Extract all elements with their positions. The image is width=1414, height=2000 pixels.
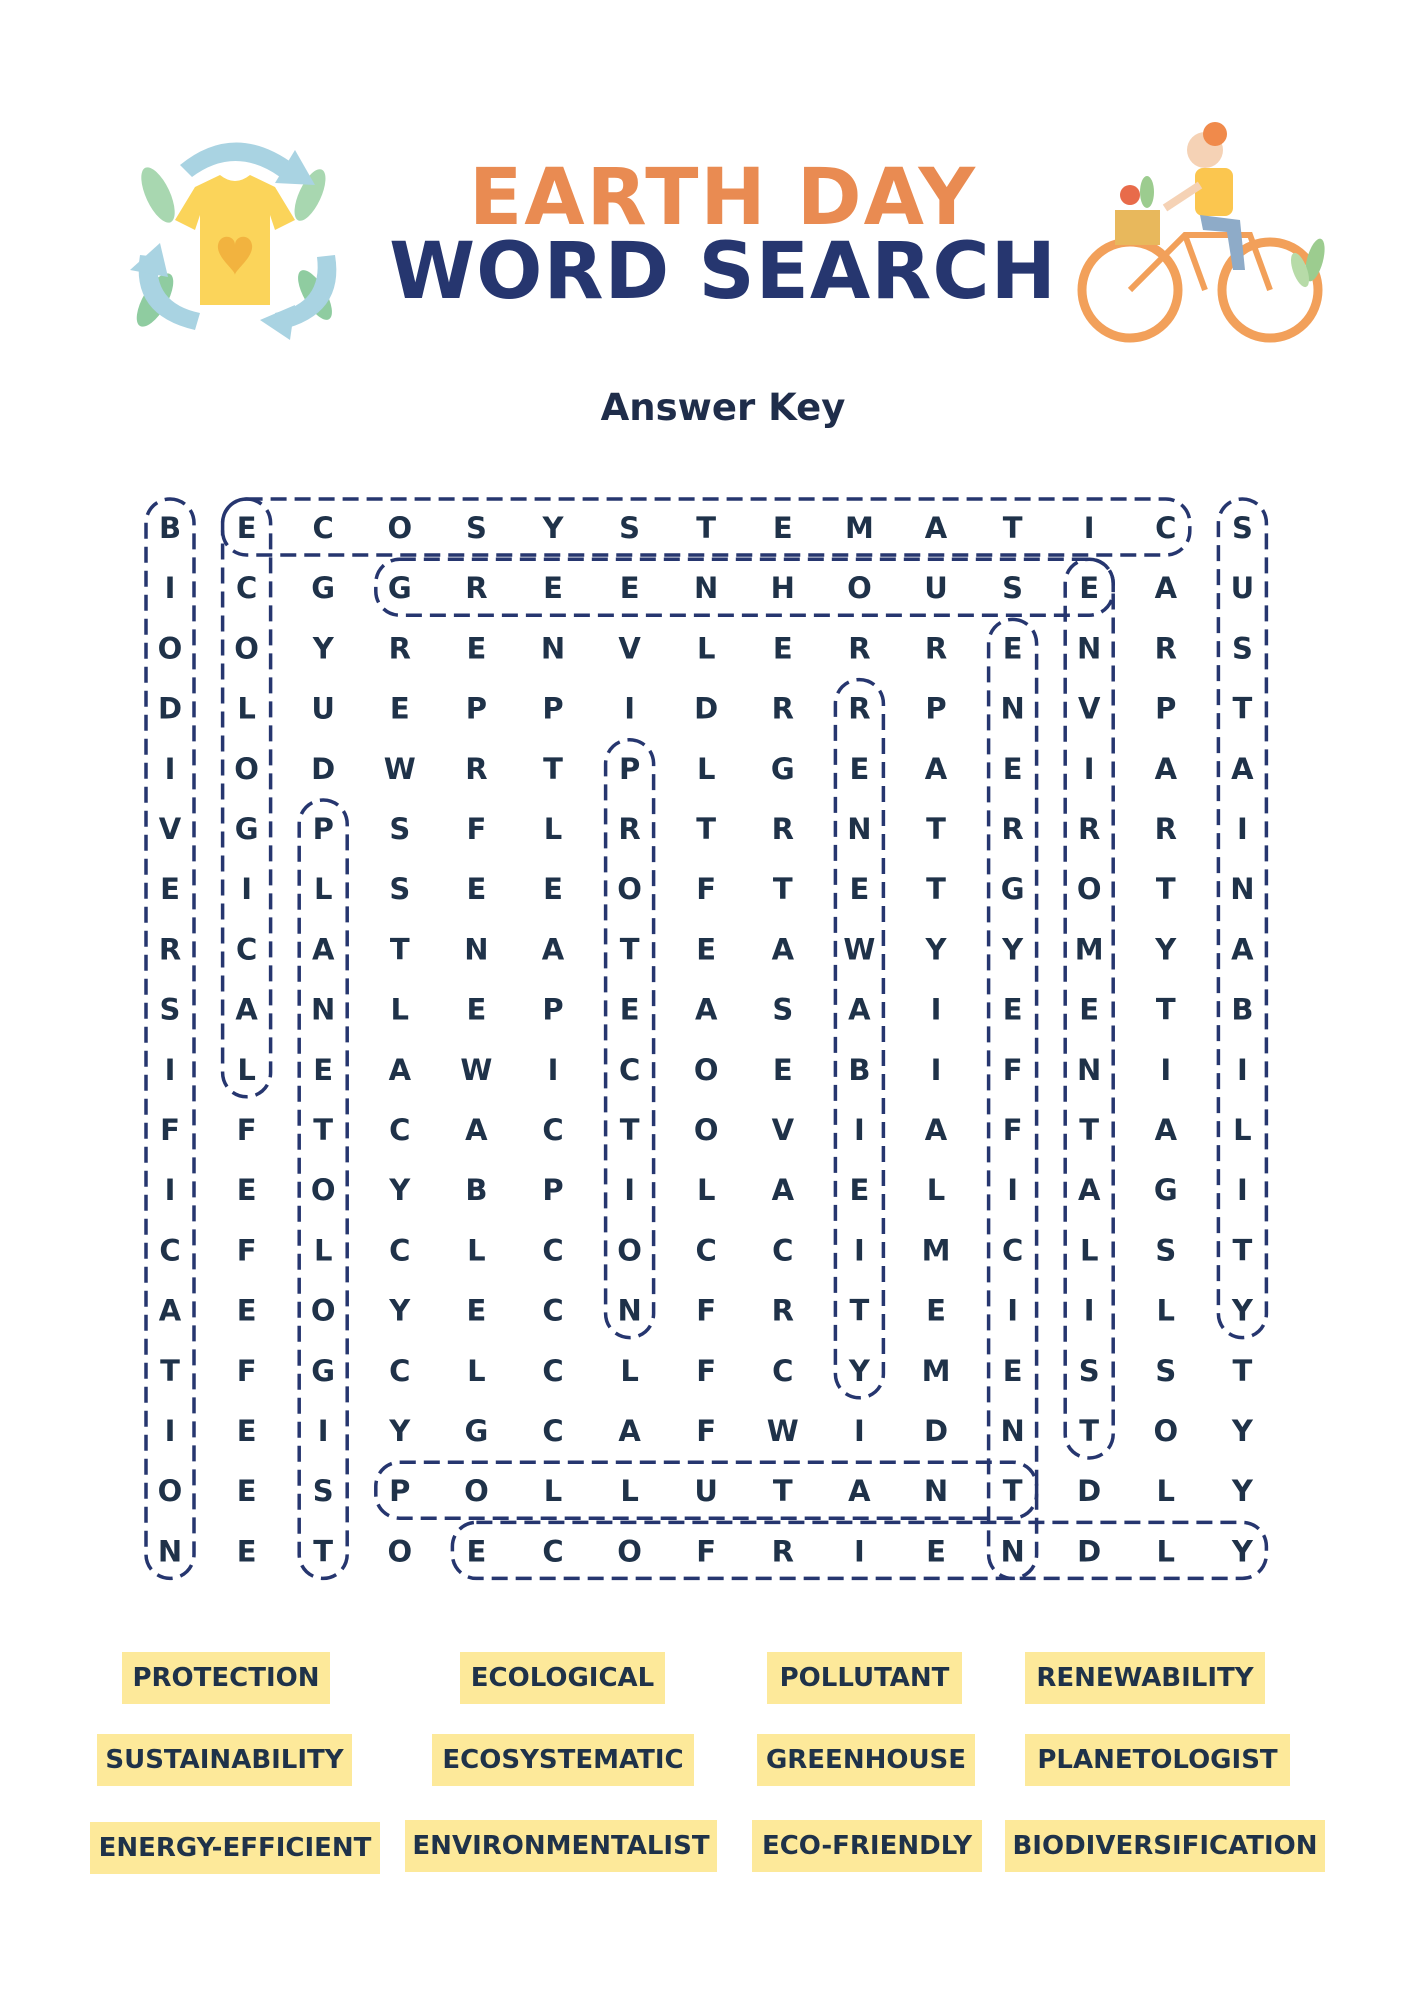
grid-letter: B (465, 1173, 488, 1208)
grid-letter: N (464, 932, 489, 967)
grid-letter: P (618, 751, 641, 786)
grid-letter: F (696, 872, 717, 907)
grid-letter: A (848, 1474, 871, 1509)
grid-letter: L (1233, 1113, 1252, 1147)
grid-letter: I (1083, 511, 1095, 545)
grid-letter: W (843, 932, 876, 967)
grid-letter: I (854, 1233, 865, 1268)
grid-letter: R (924, 631, 948, 666)
answer-key-subtitle: Answer Key (600, 386, 846, 429)
grid-letter: B (1231, 992, 1254, 1027)
grid-letter: L (313, 872, 333, 907)
grid-letter: A (465, 1113, 488, 1147)
grid-letter: D (694, 691, 719, 726)
grid-letter: H (770, 571, 795, 606)
grid-letter: P (542, 1173, 564, 1208)
grid-letter: E (160, 872, 180, 907)
grid-letter: E (1002, 751, 1023, 786)
grid-letter: I (1160, 1052, 1172, 1087)
grid-letter: U (1230, 571, 1255, 606)
grid-letter: I (1237, 812, 1248, 846)
grid-letter: I (930, 1052, 942, 1087)
grid-letter: M (1074, 932, 1104, 967)
grid-letter: A (848, 992, 871, 1027)
grid-letter: R (771, 1534, 794, 1569)
grid-letter: S (1231, 511, 1253, 545)
word-list-item: ECOLOGICAL (460, 1652, 665, 1704)
grid-letter: F (236, 1353, 257, 1388)
grid-letter: V (1077, 691, 1101, 726)
grid-letter: E (926, 1293, 946, 1328)
grid-letter: T (1155, 992, 1176, 1027)
grid-letter: P (465, 691, 488, 726)
grid-letter: A (1154, 571, 1178, 606)
grid-letter: S (1231, 631, 1253, 666)
grid-letter: R (1154, 631, 1177, 666)
grid-letter: C (772, 1233, 794, 1268)
grid-letter: O (464, 1474, 489, 1509)
grid-letter: Y (925, 932, 947, 967)
grid-letter: L (467, 1353, 486, 1388)
grid-letter: L (237, 1052, 256, 1087)
grid-letter: T (1079, 1414, 1100, 1448)
grid-letter: I (317, 1414, 329, 1448)
grid-letter: R (848, 631, 871, 666)
grid-letter: T (849, 1293, 870, 1328)
word-list-item: ECOSYSTEMATIC (432, 1734, 694, 1786)
grid-letter: C (542, 1534, 564, 1569)
grid-letter: I (1007, 1293, 1018, 1328)
grid-letter: V (158, 812, 182, 846)
grid-letter: V (771, 1113, 795, 1147)
grid-letter: P (925, 691, 947, 726)
grid-letter: G (234, 812, 259, 846)
grid-letter: R (465, 571, 488, 606)
word-list-item: PROTECTION (122, 1652, 330, 1704)
grid-letter: T (1232, 1233, 1253, 1268)
grid-letter: O (617, 1534, 642, 1569)
grid-letter: O (234, 631, 259, 666)
grid-letter: P (542, 992, 564, 1027)
grid-letter: A (771, 1173, 795, 1208)
grid-letter: T (160, 1353, 180, 1388)
grid-letter: O (310, 1293, 336, 1328)
grid-letter: C (235, 932, 258, 967)
grid-letter: E (466, 872, 487, 907)
grid-letter: D (157, 691, 183, 726)
grid-letter: F (696, 1414, 717, 1448)
grid-letter: Y (389, 1414, 411, 1448)
grid-letter: S (1155, 1353, 1177, 1388)
grid-letter: C (695, 1233, 717, 1268)
grid-letter: Y (1231, 1534, 1253, 1569)
grid-letter: N (923, 1474, 949, 1509)
grid-letter: A (694, 992, 718, 1027)
grid-letter: E (772, 631, 793, 666)
grid-letter: E (236, 511, 257, 545)
grid-letter: P (312, 812, 334, 846)
grid-letter: S (619, 511, 641, 545)
grid-letter: R (771, 812, 794, 846)
grid-letter: N (847, 812, 872, 846)
grid-letter: L (696, 1173, 716, 1208)
grid-letter: E (543, 872, 563, 907)
grid-letter: F (696, 1534, 717, 1569)
grid-letter: T (696, 511, 717, 545)
grid-letter: T (1002, 511, 1023, 545)
grid-letter: C (312, 511, 334, 545)
grid-letter: E (1002, 1353, 1023, 1388)
grid-letter: W (460, 1052, 493, 1087)
grid-letter: N (540, 631, 566, 666)
grid-letter: I (1083, 1293, 1095, 1328)
grid-letter: G (1000, 872, 1025, 907)
grid-letter: O (617, 872, 642, 907)
grid-letter: L (1156, 1293, 1176, 1328)
grid-letter: Y (1231, 1474, 1253, 1509)
grid-letter: C (542, 1233, 564, 1268)
grid-letter: N (311, 992, 336, 1027)
grid-letter: E (313, 1052, 334, 1087)
grid-letter: N (694, 571, 719, 606)
grid-letter: E (236, 1173, 257, 1208)
grid-letter: C (1001, 1233, 1024, 1268)
grid-letter: L (237, 691, 256, 726)
grid-letter: A (235, 992, 258, 1027)
grid-letter: R (771, 691, 794, 726)
grid-letter: F (696, 1293, 717, 1328)
grid-letter: I (164, 1414, 176, 1448)
grid-letter: A (771, 932, 795, 967)
grid-letter: N (1077, 631, 1102, 666)
grid-letter: L (620, 1353, 639, 1388)
word-list-item: ENVIRONMENTALIST (405, 1820, 717, 1872)
grid-letter: V (618, 631, 641, 666)
grid-letter: I (1007, 1173, 1018, 1208)
grid-letter: B (848, 1052, 871, 1087)
grid-letter: R (848, 691, 871, 726)
grid-letter: C (542, 1293, 564, 1328)
grid-letter: I (1083, 751, 1095, 786)
grid-letter: L (696, 631, 716, 666)
grid-letter: E (849, 1173, 870, 1208)
grid-letter: G (464, 1414, 489, 1448)
grid-letter: C (542, 1353, 564, 1388)
grid-letter: B (158, 511, 182, 545)
grid-letter: T (772, 1474, 793, 1509)
grid-letter: E (236, 1534, 257, 1569)
grid-letter: G (770, 751, 795, 786)
grid-letter: C (389, 1113, 411, 1147)
grid-letter: I (164, 1052, 176, 1087)
grid-letter: G (1153, 1173, 1178, 1208)
grid-letter: O (157, 631, 183, 666)
grid-letter: E (1079, 992, 1100, 1027)
grid-letter: E (236, 1414, 257, 1448)
grid-letter: Y (389, 1173, 411, 1208)
grid-letter: O (157, 1474, 183, 1509)
word-list-item: POLLUTANT (767, 1652, 962, 1704)
grid-letter: T (926, 872, 946, 907)
grid-letter: I (241, 872, 252, 907)
grid-letter: O (617, 1233, 642, 1268)
grid-letter: Y (389, 1293, 411, 1328)
grid-letter: A (618, 1414, 641, 1448)
grid-letter: U (694, 1474, 718, 1509)
grid-letter: S (465, 511, 487, 545)
grid-letter: W (766, 1414, 799, 1448)
grid-letter: A (1154, 1113, 1178, 1147)
grid-letter: E (466, 1293, 487, 1328)
grid-letter: S (1078, 1353, 1100, 1388)
grid-letter: F (160, 1113, 180, 1147)
grid-letter: R (1078, 812, 1101, 846)
grid-letter: M (844, 511, 874, 545)
grid-letter: E (236, 1293, 257, 1328)
grid-letter: C (235, 571, 258, 606)
grid-letter: T (619, 1113, 640, 1147)
grid-letter: L (467, 1233, 486, 1268)
grid-letter: E (466, 1534, 487, 1569)
grid-letter: A (541, 932, 565, 967)
grid-letter: N (1000, 1534, 1025, 1569)
page-title-line1: EARTH DAY (469, 153, 977, 243)
grid-letter: I (1237, 1052, 1248, 1087)
grid-letter: C (1155, 511, 1177, 545)
grid-letter: D (1077, 1534, 1102, 1569)
grid-letter: I (164, 751, 176, 786)
grid-letter: I (164, 1173, 176, 1208)
grid-letter: O (693, 1052, 719, 1087)
grid-letter: A (1231, 932, 1254, 967)
grid-letter: T (1232, 1353, 1253, 1388)
grid-letter: G (311, 571, 336, 606)
grid-letter: L (696, 751, 716, 786)
grid-letter: C (159, 1233, 181, 1268)
answer-circle (835, 680, 883, 1398)
grid-letter: R (771, 1293, 794, 1328)
grid-letter: A (388, 1052, 412, 1087)
grid-letter: O (693, 1113, 719, 1147)
grid-letter: N (157, 1534, 183, 1569)
grid-letter: O (387, 1534, 413, 1569)
grid-letter: C (618, 1052, 641, 1087)
grid-letter: E (849, 872, 870, 907)
grid-letter: T (313, 1113, 334, 1147)
grid-letter: G (387, 571, 412, 606)
grid-letter: I (854, 1414, 865, 1448)
grid-letter: S (389, 812, 411, 846)
grid-letter: Y (312, 631, 334, 666)
grid-letter: D (1077, 1474, 1102, 1509)
grid-letter: L (926, 1173, 946, 1208)
grid-letter: S (159, 992, 181, 1027)
grid-letter: Y (1155, 932, 1177, 967)
grid-letter: I (854, 1113, 865, 1147)
grid-letter: L (543, 1474, 563, 1509)
grid-letter: D (311, 751, 336, 786)
grid-letter: E (772, 511, 793, 545)
grid-letter: A (924, 511, 948, 545)
page-title-line2: WORD SEARCH (389, 227, 1057, 317)
word-list-item: ECO-FRIENDLY (752, 1820, 982, 1872)
grid-letter: T (1079, 1113, 1100, 1147)
grid-letter: C (389, 1353, 411, 1388)
grid-letter: Y (1002, 932, 1024, 967)
grid-letter: C (772, 1353, 794, 1388)
grid-letter: C (542, 1113, 564, 1147)
grid-letter: F (1002, 1052, 1023, 1087)
grid-letter: E (466, 992, 487, 1027)
grid-letter: Y (1231, 1293, 1253, 1328)
grid-letter: N (1000, 1414, 1025, 1448)
grid-letter: E (389, 691, 410, 726)
grid-letter: E (696, 932, 717, 967)
grid-letter: L (620, 1474, 639, 1509)
grid-letter: S (312, 1474, 334, 1509)
grid-letter: C (542, 1414, 564, 1448)
grid-letter: T (926, 812, 946, 846)
grid-letter: I (164, 571, 176, 606)
grid-letter: N (617, 1293, 642, 1328)
grid-letter: R (618, 812, 641, 846)
grid-letter: T (389, 932, 410, 967)
grid-letter: S (1155, 1233, 1177, 1268)
grid-letter: E (849, 751, 870, 786)
grid-letter: F (466, 812, 487, 846)
grid-letters (158, 511, 1255, 1568)
grid-letter: Y (542, 511, 564, 545)
grid-letter: T (1232, 691, 1253, 726)
word-list-item: GREENHOUSE (757, 1734, 975, 1786)
grid-letter: I (854, 1534, 865, 1569)
grid-letter: L (1156, 1534, 1176, 1569)
grid-letter: I (624, 691, 635, 726)
grid-letter: P (1155, 691, 1177, 726)
grid-letter: I (930, 992, 942, 1027)
grid-letter: P (542, 691, 564, 726)
grid-letter: A (1077, 1173, 1101, 1208)
grid-letter: G (311, 1353, 336, 1388)
grid-letter: R (1001, 812, 1024, 846)
grid-letter: Y (848, 1353, 870, 1388)
grid-letter: F (236, 1113, 257, 1147)
grid-letter: N (1077, 1052, 1102, 1087)
grid-letter: T (543, 751, 563, 786)
word-list-item: ENERGY-EFFICIENT (90, 1822, 380, 1874)
grid-letter: A (924, 1113, 948, 1147)
grid-letter: R (388, 631, 411, 666)
grid-letter: S (389, 872, 411, 907)
grid-letter: A (924, 751, 948, 786)
grid-letter: E (926, 1534, 946, 1569)
grid-letter: T (1002, 1474, 1023, 1509)
grid-letter: E (772, 1052, 793, 1087)
word-list-item: PLANETOLOGIST (1025, 1734, 1290, 1786)
grid-letter: N (1000, 691, 1025, 726)
grid-letter: E (1079, 571, 1100, 606)
grid-letter: T (313, 1534, 334, 1569)
grid-letter: U (311, 691, 335, 726)
grid-letter: L (1156, 1474, 1176, 1509)
word-list-item: RENEWABILITY (1025, 1652, 1265, 1704)
grid-letter: R (158, 932, 182, 967)
grid-letter: R (1154, 812, 1177, 846)
grid-letter: D (923, 1414, 949, 1448)
grid-letter: I (547, 1052, 559, 1087)
grid-letter: I (1237, 1173, 1248, 1208)
grid-letter: E (619, 571, 640, 606)
grid-letter: O (234, 751, 259, 786)
grid-letter: W (383, 751, 416, 786)
grid-letter: M (921, 1353, 951, 1388)
grid-letter: T (619, 932, 640, 967)
grid-letter: M (921, 1233, 951, 1268)
grid-letter: T (1155, 872, 1176, 907)
grid-letter: E (1002, 631, 1023, 666)
grid-letter: A (1231, 751, 1254, 786)
grid-letter: N (1230, 872, 1255, 907)
grid-letter: L (1079, 1233, 1099, 1268)
grid-letter: O (1076, 872, 1102, 907)
grid-letter: U (924, 571, 948, 606)
grid-letter: A (1154, 751, 1178, 786)
grid-letter: O (310, 1173, 336, 1208)
grid-letter: I (624, 1173, 635, 1208)
grid-letter: L (543, 812, 563, 846)
answer-circle (1218, 499, 1266, 1338)
grid-letter: R (465, 751, 488, 786)
grid-letter: S (1002, 571, 1024, 606)
grid-letter: P (389, 1474, 411, 1509)
grid-letter: A (311, 932, 335, 967)
word-list-item: SUSTAINABILITY (97, 1734, 352, 1786)
grid-letter: L (313, 1233, 333, 1268)
grid-letter: O (387, 511, 413, 545)
grid-letter: L (390, 992, 410, 1027)
grid-letter: E (466, 631, 487, 666)
grid-letter: F (236, 1233, 257, 1268)
grid-letter: S (772, 992, 794, 1027)
grid-letter: E (619, 992, 640, 1027)
grid-letter: C (389, 1233, 411, 1268)
grid-letter: O (1153, 1414, 1179, 1448)
grid-letter: E (543, 571, 563, 606)
grid-letter: T (772, 872, 793, 907)
grid-letter: E (1002, 992, 1023, 1027)
grid-letter: F (1002, 1113, 1023, 1147)
grid-letter: Y (1231, 1414, 1253, 1448)
grid-letter: E (236, 1474, 257, 1509)
grid-letter: O (847, 571, 872, 606)
word-list-item: BIODIVERSIFICATION (1005, 1820, 1325, 1872)
grid-letter: F (696, 1353, 717, 1388)
grid-letter: A (158, 1293, 182, 1328)
grid-letter: T (696, 812, 717, 846)
